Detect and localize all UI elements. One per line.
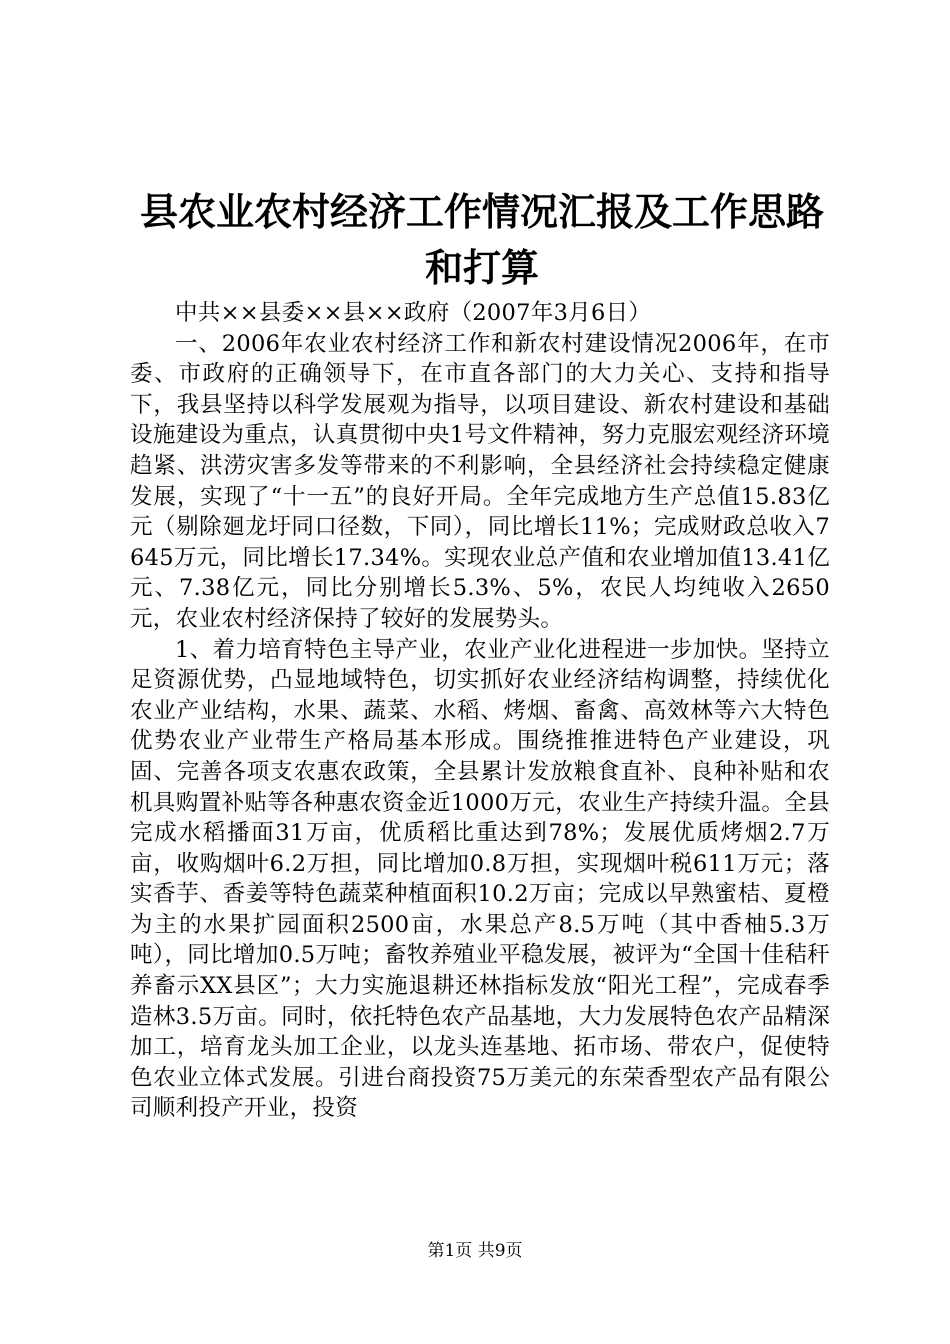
document-paragraph: 一、2006年农业农村经济工作和新农村建设情况2006年，在市委、市政府的正确领导下，在市直各部门的大力关心、支持和指导下，我县坚持以科学发展观为指导，以项目建设、新农村建设和基础设施建设为重点，认真贯彻中央1号文件精神，努力克服宏观经济环境趋紧、洪涝灾害多发等带来的不利影响，全县经济社会持续稳定健康发展，实现了“十一五”的良好开局。全年完成地方生产总值15.83亿元（剔除廻龙圩同口径数，下同），同比增长11%；完成财政总收入7645万元，同比增长17.34%。实现农业总产值和农业增加值13.41亿元、7.38亿元，同比分别增长5.3%、5%，农民人均纯收入2650元，农业农村经济保持了较好的发展势头。 [130,330,830,632]
document-title: 县农业农村经济工作情况汇报及工作思路和打算 [139,189,824,290]
document-paragraph: 中共××县委××县××政府（2007年3月6日） [175,300,652,326]
document-paragraph: 1、着力培育特色主导产业，农业产业化进程进一步加快。坚持立足资源优势，凸显地域特色，切实抓好农业经济结构调整，持续优化农业产业结构，水果、蔬菜、水稻、烤烟、畜禽、高效林等六大特色优势农业产业带生产格局基本形成。围绕推推进特色产业建设，巩固、完善各项支农惠农政策，全县累计发放粮食直补、良种补贴和农机具购置补贴等各种惠农资金近1000万元，农业生产持续升温。全县完成水稻播面31万亩，优质稻比重达到78%；发展优质烤烟2.7万亩，收购烟叶6.2万担，同比增加0.8万担，实现烟叶税611万元；落实香芋、香姜等特色蔬菜种植面积10.2万亩；完成以早熟蜜桔、夏橙为主的水果扩园面积2500亩，水果总产8.5万吨（其中香柚5.3万吨），同比增加0.5万吨；畜牧养殖业平稳发展，被评为“全国十佳秸秆养畜示XX县区”；大力实施退耕还林指标发放“阳光工程”，完成春季造林3.5万亩。同时，依托特色农产品基地，大力发展特色农产品精深加工，培育龙头加工企业，以龙头连基地、拓市场、带农户，促使特色农业立体式发展。引进台商投资75万美元的东荣香型农产品有限公司顺利投产开业，投资 [130,636,830,1122]
page-number-footer: 第1页 共9页 [427,1241,523,1261]
document-body [130,298,830,1124]
